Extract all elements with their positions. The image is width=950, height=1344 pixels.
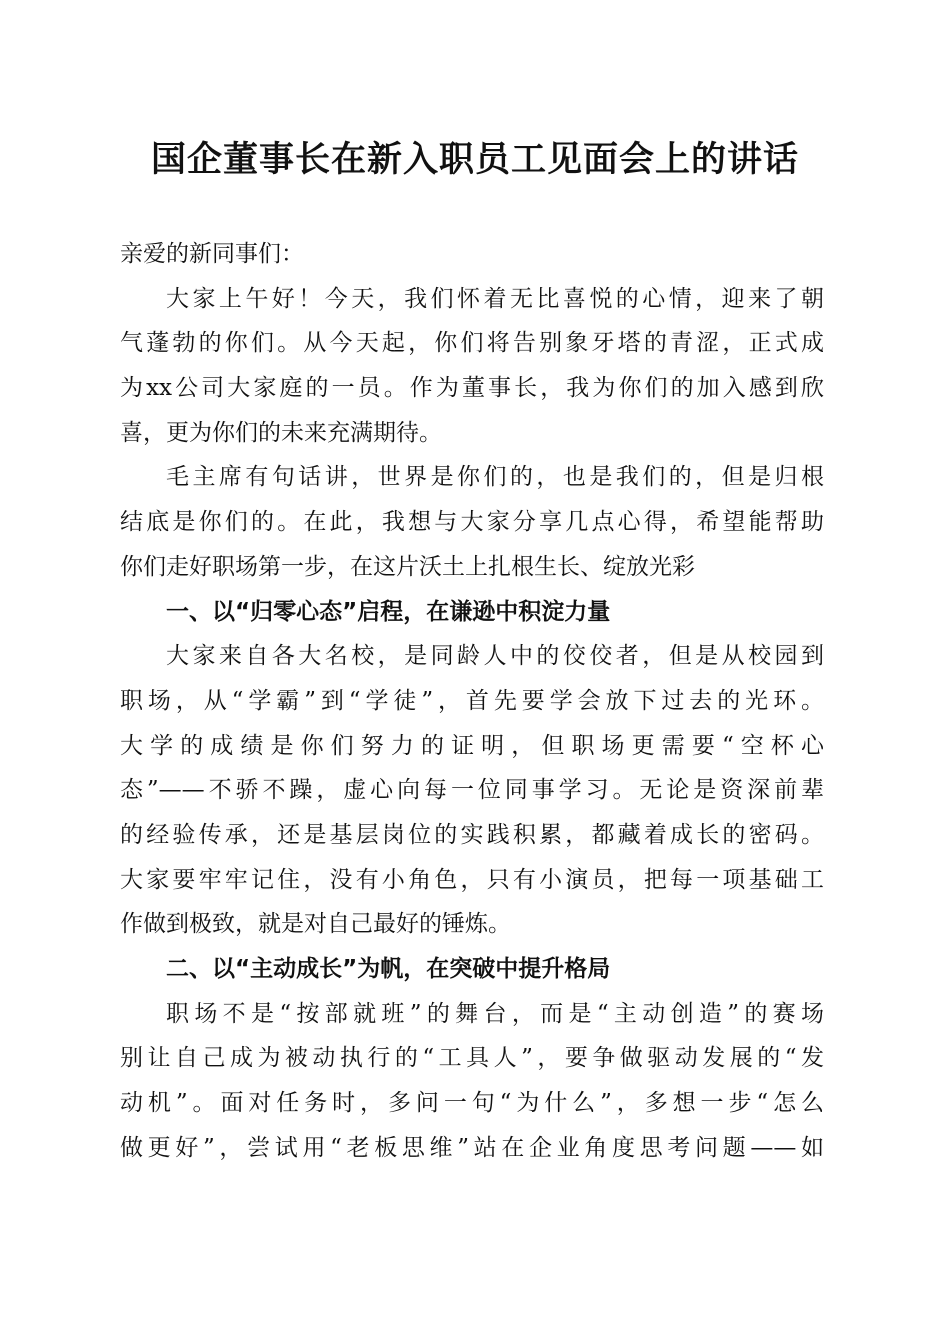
document-body <box>120 232 824 1170</box>
paragraph-line: 毛主席有句话讲，世界是你们的，也是我们的，但是归根 <box>166 464 824 491</box>
section-heading-1: 一、以“归零心态”启程，在谦逊中积淀力量 <box>166 598 611 625</box>
paragraph-quote <box>120 455 824 589</box>
paragraph-line: 职场不是“按部就班”的舞台，而是“主动创造”的赛场 <box>166 1000 824 1027</box>
paragraph-line: 结底是你们的。在此，我想与大家分享几点心得，希望能帮助 <box>120 509 824 536</box>
paragraph-line: 大学的成绩是你们努力的证明，但职场更需要“空杯心 <box>120 732 824 759</box>
paragraph-line: 做更好”，尝试用“老板思维”站在企业角度思考问题——如 <box>120 1134 824 1161</box>
section-1-paragraph <box>120 634 824 947</box>
paragraph-line: 的经验传承，还是基层岗位的实践积累，都藏着成长的密码。 <box>120 821 824 848</box>
paragraph-line: 态”——不骄不躁，虚心向每一位同事学习。无论是资深前辈 <box>120 777 824 804</box>
paragraph-line: 大家上午好！今天，我们怀着无比喜悦的心情，迎来了朝 <box>166 285 824 312</box>
paragraph-line: 别让自己成为被动执行的“工具人”，要争做驱动发展的“发 <box>120 1045 824 1072</box>
paragraph-line: 气蓬勃的你们。从今天起，你们将告别象牙塔的青涩，正式成 <box>120 330 824 357</box>
page-title: 国企董事长在新入职员工见面会上的讲话 <box>150 140 799 180</box>
paragraph-line: 为xx公司大家庭的一员。作为董事长，我为你们的加入感到欣 <box>120 375 824 402</box>
paragraph-line: 大家要牢牢记住，没有小角色，只有小演员，把每一项基础工 <box>120 866 824 893</box>
paragraph-greeting <box>120 277 824 456</box>
paragraph-line: 作做到极致，就是对自己最好的锤炼。 <box>120 911 511 938</box>
salutation: 亲爱的新同事们： <box>120 241 304 267</box>
paragraph-line: 职场，从“学霸”到“学徒”，首先要学会放下过去的光环。 <box>120 687 824 714</box>
section-heading-2: 二、以“主动成长”为帆，在突破中提升格局 <box>166 956 611 982</box>
paragraph-line: 大家来自各大名校，是同龄人中的佼佼者，但是从校园到 <box>166 643 824 670</box>
paragraph-line: 喜，更为你们的未来充满期待。 <box>120 419 442 446</box>
paragraph-line: 动机”。面对任务时，多问一句“为什么”，多想一步“怎么 <box>120 1090 824 1117</box>
paragraph-line: 你们走好职场第一步，在这片沃土上扎根生长、绽放光彩 <box>120 553 695 580</box>
section-2-paragraph <box>120 992 824 1171</box>
